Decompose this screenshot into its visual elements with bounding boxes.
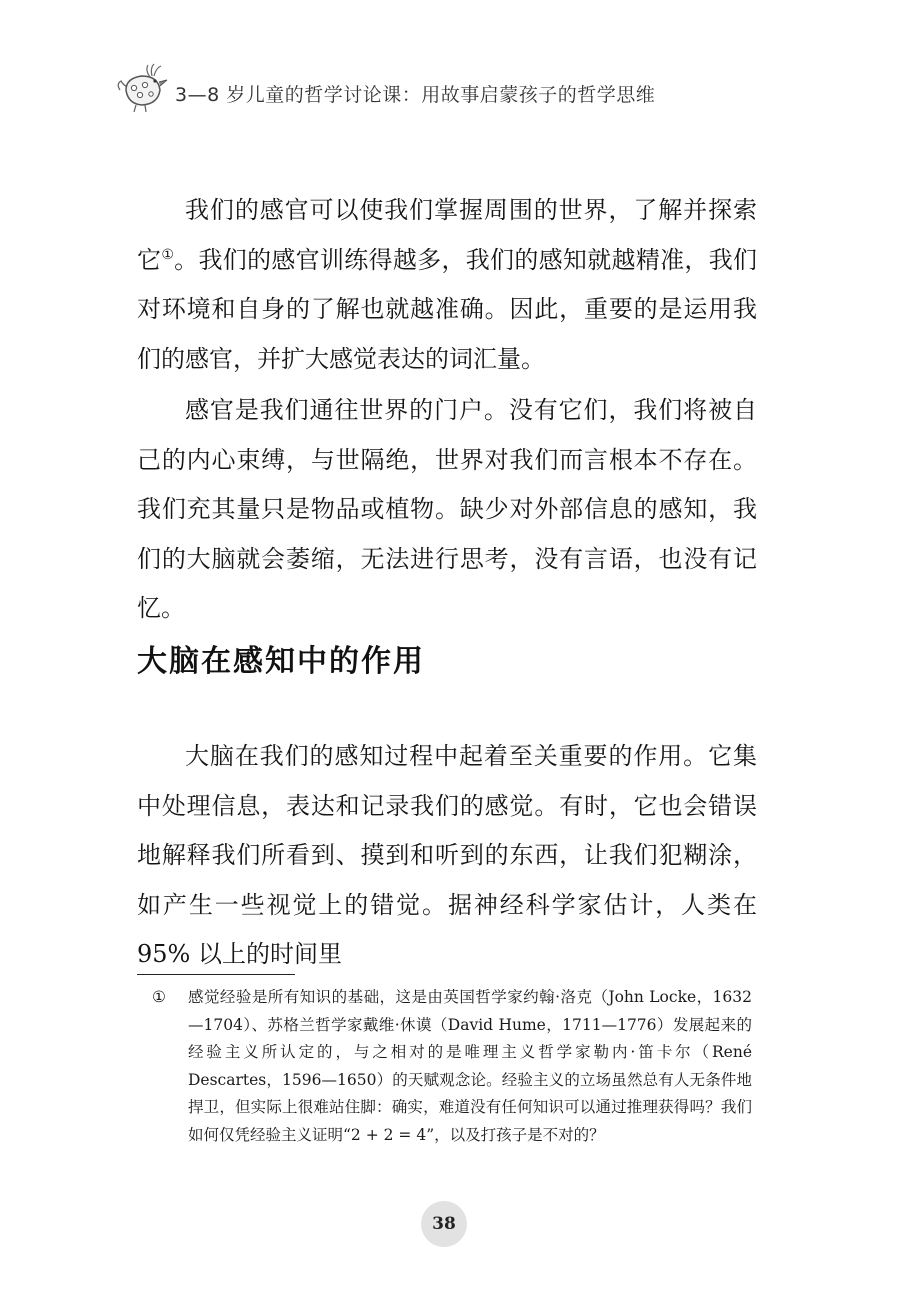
footnote-text: 感觉经验是所有知识的基础，这是由英国哲学家约翰·洛克（John Locke，1632—1704）、苏格兰哲学家戴维·休谟（David Hume，1711—1776）发展起来的经验主义所认定的，与之相对的是唯理主义哲学家勒内·笛卡尔（René Descartes，1596—1650）的天赋观念论。经验主义的立场虽然总有人无条件地捍卫，但实际上很难站住脚：确实，难道没有任何知识可以通过推理获得吗？我们如何仅凭经验主义证明“2 + 2 = 4”，以及打孩子是不对的？ — [188, 988, 752, 1144]
section-heading: 大脑在感知中的作用 — [137, 644, 425, 679]
para-text: 我们的感官可以使我们掌握周围的世界，了解并探索它 — [137, 196, 757, 274]
bird-icon — [112, 60, 172, 116]
body-paragraph: 大脑在我们的感知过程中起着至关重要的作用。它集中处理信息，表达和记录我们的感觉。有时，它也会错误地解释我们所看到、摸到和听到的东西，让我们犯糊涂，如产生一些视觉上的错觉。据神经科学家估计，人类在 95% 以上的时间里 — [137, 742, 757, 968]
footnote — [152, 984, 752, 1149]
body-paragraph: 感官是我们通往世界的门户。没有它们，我们将被自己的内心束缚，与世隔绝，世界对我们而言根本不存在。我们充其量只是物品或植物。缺少对外部信息的感知，我们的大脑就会萎缩，无法进行思考，没有言语，也没有记忆。 — [137, 396, 757, 622]
para-text-continued: 。我们的感官训练得越多，我们的感知就越精准，我们对环境和自身的了解也就越准确。因此，重要的是运用我们的感官，并扩大感觉表达的词汇量。 — [137, 245, 758, 373]
footnote-reference[interactable]: ① — [161, 246, 175, 263]
book-title: 3—8 岁儿童的哲学讨论课：用故事启蒙孩子的哲学思维 — [175, 84, 656, 106]
footnote-divider — [137, 974, 295, 975]
body-paragraph — [137, 186, 757, 384]
page-number: 38 — [421, 1201, 467, 1247]
footnote-mark: ① — [152, 988, 166, 1006]
